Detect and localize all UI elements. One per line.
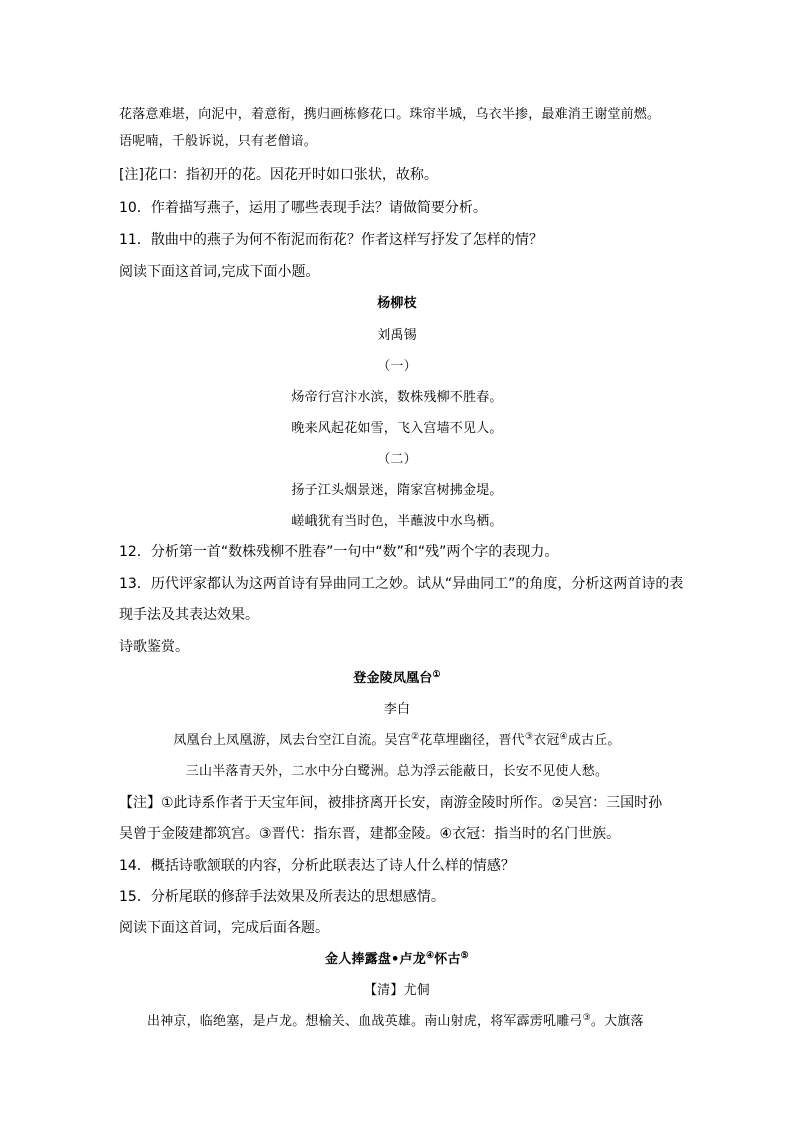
poem2-author: 李白 — [383, 702, 411, 717]
poem2-note-line-2: 吴曾于金陵建都筑宫。③晋代：指东晋，建都金陵。④衣冠：指当时的名门世族。 — [119, 826, 621, 842]
sanqu-line-1: 花落意难堪，向泥中，着意衔，携归画栋修花口。珠帘半城，乌衣半掺，最难消王谢堂前燃。 — [119, 107, 661, 122]
poem1-part-2: （二） — [377, 452, 417, 467]
poem2-line-1c: 衣冠 — [533, 733, 560, 748]
poem1-part-1: （一） — [377, 359, 417, 374]
poem3-author: 【清】尤侗 — [363, 983, 430, 998]
poem1-line-1: 炀帝行宫汴水滨，数株残柳不胜春。 — [291, 390, 503, 405]
poem2-line-1 — [0, 729, 794, 748]
poem3-title — [0, 948, 794, 967]
poem3-line-1-end: 。大旗落 — [590, 1014, 644, 1029]
poem1-line-4: 嵯峨犹有当时色，半蘸波中水鸟栖。 — [291, 514, 503, 529]
question-13-line-2: 现手法及其表达效果。 — [119, 607, 259, 623]
sanqu-line-2: 语呢喃，千般诉说，只有老僧谙。 — [119, 134, 318, 149]
poem1-line-2: 晚来风起花如雪，飞入宫墙不见人。 — [291, 421, 503, 436]
reading-intro-1: 阅读下面这首词,完成下面小题。 — [119, 264, 320, 280]
note-mark-2: ② — [410, 732, 420, 742]
note-mark-3: ③ — [524, 732, 534, 742]
poem2-line-2: 三山半落青天外，二水中分白鹭洲。总为浮云能蔽日，长安不见使人愁。 — [185, 764, 609, 779]
sanqu-note: [注]花口：指初开的花。因花开时如口张状，故称。 — [119, 167, 438, 183]
poem3-line-1 — [0, 1010, 794, 1029]
poem2-line-1b: 花草埋幽径，晋代 — [419, 733, 525, 748]
poem3-title-mark-5: ⑤ — [460, 951, 469, 961]
poem1-author: 刘禹锡 — [377, 328, 417, 343]
poem3-note-mark-3: ③ — [582, 1013, 591, 1023]
question-13-line-1: 13．历代评家都认为这两首诗有异曲同工之妙。试从“异曲同工”的角度，分析这两首诗的表 — [119, 576, 684, 592]
note-mark-4: ④ — [559, 732, 568, 742]
question-10: 10．作着描写燕子，运用了哪些表现手法？请做简要分析。 — [119, 200, 487, 216]
question-14: 14．概括诗歌颔联的内容，分析此联表达了诗人什么样的情感？ — [119, 858, 515, 874]
question-11: 11．散曲中的燕子为何不衔泥而衔花？作者这样写抒发了怎样的情？ — [119, 232, 543, 248]
poem1-line-3: 扬子江头烟景迷，隋家宫树拂金堤。 — [291, 483, 503, 498]
poem2-line-1d: 成古丘。 — [567, 733, 621, 748]
poem3-line-1-text: 出神京，临绝塞，是卢龙。想榆关、血战英雄。南山射虎，将军霹雳吼雕弓 — [147, 1014, 583, 1029]
poem2-note-line-1: 【注】①此诗系作者于天宝年间，被排挤离开长安，南游金陵时所作。②吴宫：三国时孙 — [119, 795, 663, 811]
question-15: 15．分析尾联的修辞手法效果及所表达的思想感情。 — [119, 889, 445, 905]
poem2-title — [0, 667, 794, 686]
poem3-title-mark-4: ④ — [425, 951, 435, 961]
poem2-title-mark: ① — [432, 670, 441, 680]
reading-intro-2: 诗歌鉴赏。 — [119, 639, 189, 655]
poem1-title: 杨柳枝 — [377, 296, 417, 311]
poem2-title-text: 登金陵凤凰台 — [353, 671, 433, 686]
reading-intro-3: 阅读下面这首词，完成后面各题。 — [119, 920, 329, 936]
poem3-title-text: 金人捧露盘•卢龙 — [325, 952, 426, 967]
question-12: 12．分析第一首“数株残柳不胜春”一句中“数”和“残”两个字的表现力。 — [119, 544, 559, 560]
poem2-line-1a: 凤凰台上凤凰游，凤去台空江自流。吴宫 — [173, 733, 411, 748]
poem3-title-text-b: 怀古 — [434, 952, 461, 967]
